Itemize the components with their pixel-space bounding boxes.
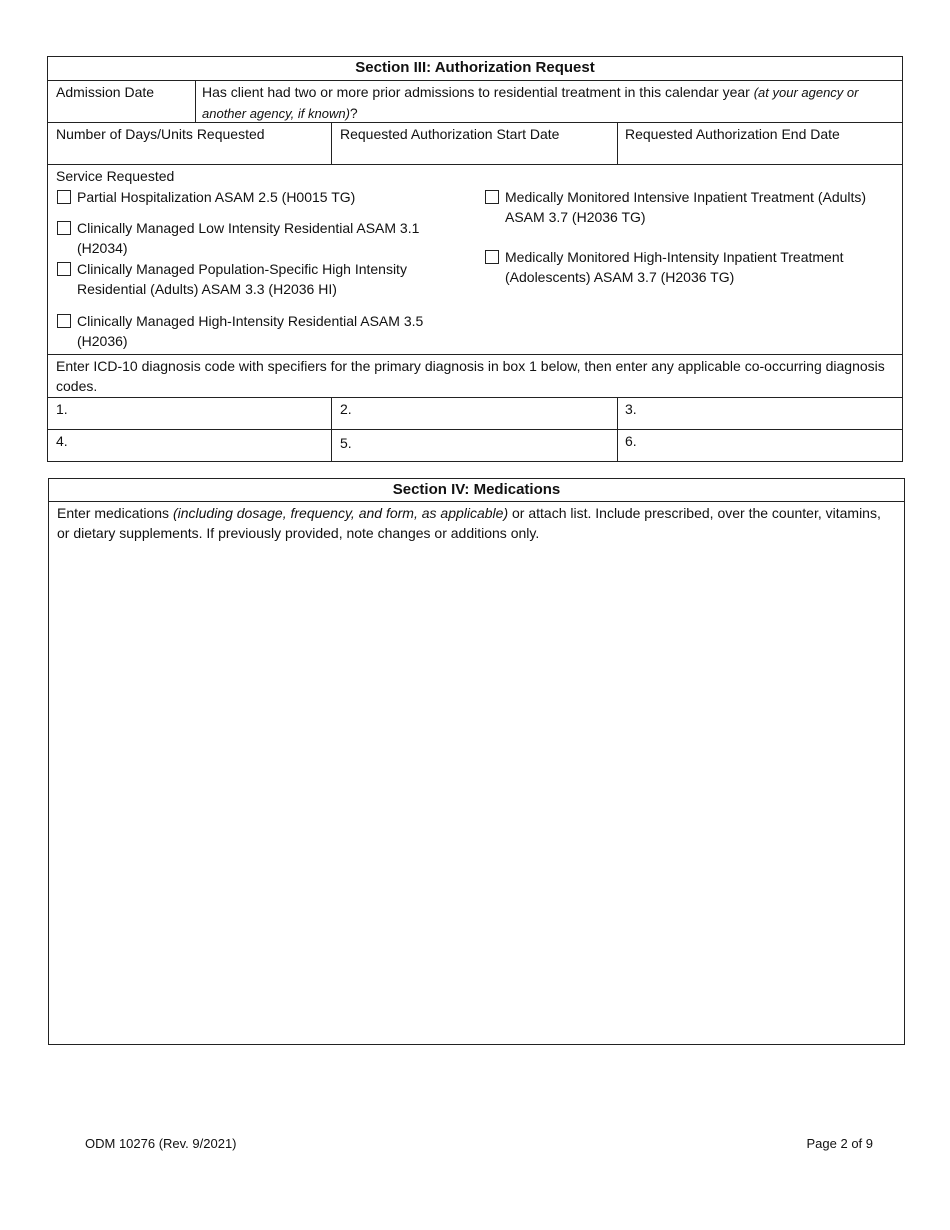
checkbox[interactable]: [485, 190, 499, 204]
diagnosis-box-1[interactable]: 1.: [56, 401, 68, 417]
medications-entry-area[interactable]: [50, 548, 903, 1043]
service-option-partial-hospitalization[interactable]: [57, 187, 457, 207]
checkbox[interactable]: [57, 314, 71, 328]
medications-instruction-italic: (including dosage, frequency, and form, as applicable): [172, 505, 509, 521]
diagnosis-instruction: Enter ICD-10 diagnosis code with specifiers for the primary diagnosis in box 1 below, then enter any applicable co-occurring diagnosis codes.: [56, 358, 885, 394]
prior-admissions-note: (at your agency or another agency, if known): [202, 85, 859, 121]
diagnosis-box-2[interactable]: 2.: [340, 401, 352, 417]
section4-title: Section IV: Medications: [392, 481, 561, 498]
service-option-label: Clinically Managed Low Intensity Residential ASAM 3.1 (H2034): [77, 220, 420, 256]
service-requested-label: Service Requested: [56, 168, 175, 184]
form-id: ODM 10276 (Rev. 9/2021): [85, 1136, 237, 1151]
service-option-low-intensity-residential[interactable]: [57, 218, 457, 258]
section3-title: Section III: Authorization Request: [355, 59, 595, 76]
days-units-label: Number of Days/Units Requested: [56, 126, 265, 142]
service-option-label: Partial Hospitalization ASAM 2.5 (H0015 TG): [77, 189, 356, 205]
prior-admissions-question-text: Has client had two or more prior admissions to residential treatment in this calendar year: [202, 84, 750, 100]
service-option-population-specific-residential[interactable]: [57, 259, 457, 299]
diagnosis-box-5[interactable]: 5.: [340, 435, 352, 451]
checkbox[interactable]: [57, 262, 71, 276]
diagnosis-box-4[interactable]: 4.: [56, 433, 68, 449]
service-option-label: Clinically Managed Population-Specific High Intensity Residential (Adults) ASAM 3.3 (H2036 HI): [77, 261, 407, 297]
question-mark: ?: [349, 105, 358, 121]
checkbox[interactable]: [57, 190, 71, 204]
end-date-label: Requested Authorization End Date: [625, 126, 840, 142]
medications-instruction-start: Enter medications: [57, 505, 173, 521]
diagnosis-box-6[interactable]: 6.: [625, 433, 637, 449]
page-number: Page 2 of 9: [806, 1136, 873, 1151]
checkbox[interactable]: [57, 221, 71, 235]
checkbox[interactable]: [485, 250, 499, 264]
medications-instruction-end: or attach list. Include prescribed, over the counter, vitamins, or dietary supplements. If previously provided, note changes or additions only.: [57, 505, 881, 541]
service-option-label: Medically Monitored High-Intensity Inpatient Treatment (Adolescents) ASAM 3.7 (H2036 TG): [505, 249, 844, 285]
medications-instruction: [57, 503, 897, 543]
prior-admissions-question: [202, 82, 892, 124]
diagnosis-box-3[interactable]: 3.: [625, 401, 637, 417]
start-date-label: Requested Authorization Start Date: [340, 126, 560, 142]
service-option-intensive-inpatient-adults[interactable]: [485, 187, 895, 227]
service-option-high-intensity-inpatient-adolescents[interactable]: [485, 247, 895, 287]
admission-date-label: Admission Date: [56, 84, 155, 100]
service-option-high-intensity-residential[interactable]: [57, 311, 457, 351]
service-option-label: Clinically Managed High-Intensity Residential ASAM 3.5 (H2036): [77, 313, 424, 349]
service-option-label: Medically Monitored Intensive Inpatient Treatment (Adults) ASAM 3.7 (H2036 TG): [505, 189, 867, 225]
